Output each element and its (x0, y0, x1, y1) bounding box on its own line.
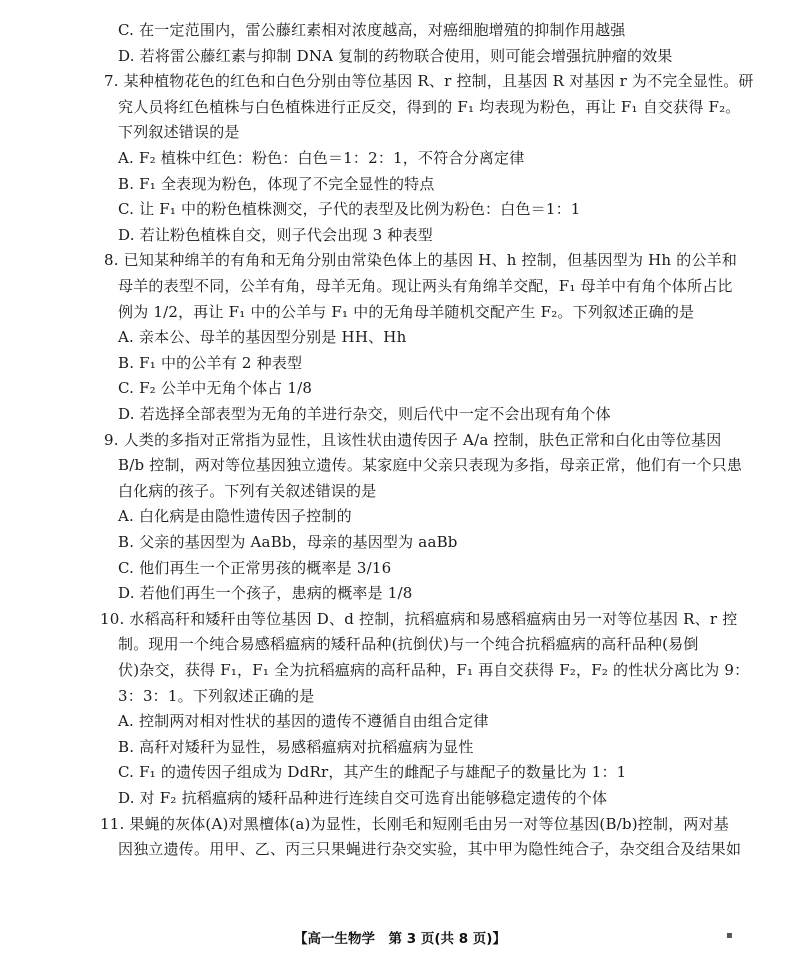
question-9-stem-2: B/b 控制，两对等位基因独立遗传。某家庭中父亲只表现为多指，母亲正常，他们有一个只患 (118, 456, 743, 474)
option-d-q10: D. 对 F₂ 抗稻瘟病的矮秆品种进行连续自交可选育出能够稳定遗传的个体 (118, 789, 608, 807)
option-d-q6: D. 若将雷公藤红素与抑制 DNA 复制的药物联合使用，则可能会增强抗肿瘤的效果 (118, 47, 673, 65)
question-8-stem-1: 8. 已知某种绵羊的有角和无角分别由常染色体上的基因 H、h 控制，但基因型为 Hh 的公羊和 (104, 251, 738, 269)
option-a-q8: A. 亲本公、母羊的基因型分别是 HH、Hh (118, 328, 407, 346)
question-10-stem-3: 伏)杂交，获得 F₁，F₁ 全为抗稻瘟病的高秆品种，F₁ 再自交获得 F₂，F₂ 的性状分离比为 9： (118, 661, 750, 679)
question-10-stem-4: 3：3：1。下列叙述正确的是 (118, 687, 315, 705)
question-7-stem-2: 究人员将红色植株与白色植株进行正反交，得到的 F₁ 均表现为粉色，再让 F₁ 自交获得 F₂。 (118, 98, 741, 116)
option-b-q9: B. 父亲的基因型为 AaBb，母亲的基因型为 aaBb (118, 533, 458, 551)
option-d-q7: D. 若让粉色植株自交，则子代会出现 3 种表型 (118, 226, 433, 244)
option-c-q10: C. F₁ 的遗传因子组成为 DdRr，其产生的雌配子与雄配子的数量比为 1：1 (118, 763, 627, 781)
option-c-q7: C. 让 F₁ 中的粉色植株测交，子代的表型及比例为粉色：白色＝1：1 (118, 200, 581, 218)
corner-mark: ▪ (726, 930, 733, 941)
question-10-stem-2: 制。现用一个纯合易感稻瘟病的矮秆品种(抗倒伏)与一个纯合抗稻瘟病的高秆品种(易倒 (118, 635, 699, 653)
option-c-q8: C. F₂ 公羊中无角个体占 1/8 (118, 379, 313, 397)
option-b-q10: B. 高秆对矮秆为显性，易感稻瘟病对抗稻瘟病为显性 (118, 738, 474, 756)
question-7-stem-3: 下列叙述错误的是 (118, 123, 240, 141)
question-11-stem-1: 11. 果蝇的灰体(A)对黑檀体(a)为显性，长刚毛和短刚毛由另一对等位基因(B/b)控制，两对基 (100, 815, 729, 833)
question-9-stem-1: 9. 人类的多指对正常指为显性，且该性状由遗传因子 A/a 控制，肤色正常和白化由等位基因 (104, 431, 722, 449)
question-8-stem-3: 例为 1/2，再让 F₁ 中的公羊与 F₁ 中的无角母羊随机交配产生 F₂。下列叙述正确的是 (118, 303, 695, 321)
question-10-stem-1: 10. 水稻高秆和矮秆由等位基因 D、d 控制，抗稻瘟病和易感稻瘟病由另一对等位基因 R、r 控 (100, 610, 738, 628)
option-a-q9: A. 白化病是由隐性遗传因子控制的 (118, 507, 352, 525)
option-c-q9: C. 他们再生一个正常男孩的概率是 3/16 (118, 559, 392, 577)
question-9-stem-3: 白化病的孩子。下列有关叙述错误的是 (118, 482, 377, 500)
option-b-q7: B. F₁ 全表现为粉色，体现了不完全显性的特点 (118, 175, 435, 193)
option-c-q6: C. 在一定范围内，雷公藤红素相对浓度越高，对癌细胞增殖的抑制作用越强 (118, 21, 626, 39)
option-d-q9: D. 若他们再生一个孩子，患病的概率是 1/8 (118, 584, 413, 602)
question-7-stem-1: 7. 某种植物花色的红色和白色分别由等位基因 R、r 控制，且基因 R 对基因 r 为不完全显性。研 (104, 72, 754, 90)
option-a-q7: A. F₂ 植株中红色：粉色：白色＝1：2：1，不符合分离定律 (118, 149, 525, 167)
option-a-q10: A. 控制两对相对性状的基因的遗传不遵循自由组合定律 (118, 712, 489, 730)
option-b-q8: B. F₁ 中的公羊有 2 种表型 (118, 354, 303, 372)
page-footer: 【高一生物学 第 3 页(共 8 页)】 (294, 931, 506, 947)
option-d-q8: D. 若选择全部表型为无角的羊进行杂交，则后代中一定不会出现有角个体 (118, 405, 611, 423)
question-11-stem-2: 因独立遗传。用甲、乙、丙三只果蝇进行杂交实验，其中甲为隐性纯合子，杂交组合及结果如 (118, 840, 742, 858)
question-8-stem-2: 母羊的表型不同，公羊有角，母羊无角。现让两头有角绵羊交配，F₁ 母羊中有角个体所占比 (118, 277, 733, 295)
